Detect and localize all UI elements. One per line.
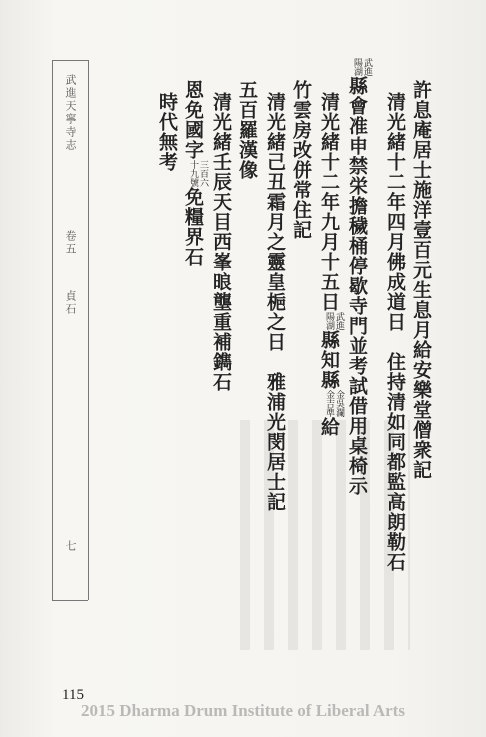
entry-line: 時代無考 xyxy=(156,92,178,172)
margin-rule-right xyxy=(88,60,89,600)
entry-title-with-annotation: 恩免國字三百六 十九號免糧界石 xyxy=(182,80,208,267)
entry-line: 清光緒己丑霜月之靈皇梔之日 雅浦光閔居士記 xyxy=(264,92,286,512)
margin-rule-bottom xyxy=(52,600,88,601)
inline-annotation: 武進 陽湖 xyxy=(352,58,372,76)
watermark: 2015 Dharma Drum Institute of Liberal Arts xyxy=(81,701,405,720)
entry-line-with-annotation: 武進 陽湖縣會准申禁栄擔穢桶停歇寺門並考試借用桌椅示 xyxy=(346,58,372,496)
folio-number: 七 xyxy=(64,540,77,553)
entry-line: 清光緒十二年四月佛成道日 住持清如同都監高朗勒石 xyxy=(384,92,406,572)
entry-title: 竹雲房改併常住記 xyxy=(290,80,312,240)
entry-line-with-annotation: 清光緒十二年九月十五日武進 陽湖縣知縣金吳瀾 金吉準給 xyxy=(318,92,344,437)
inline-annotation: 武進 陽湖 xyxy=(324,312,344,330)
section-label: 貞石 xyxy=(64,290,77,316)
inline-annotation: 三百六 十九號 xyxy=(188,160,208,187)
margin-rule-top xyxy=(52,60,88,61)
volume-label: 卷五 xyxy=(64,230,77,256)
page-number: 115 xyxy=(62,687,84,703)
book-title: 武進天寧寺志 xyxy=(64,74,77,152)
inline-annotation: 金吳瀾 金吉準 xyxy=(324,390,344,417)
margin-rule-left xyxy=(52,60,53,600)
entry-title: 五百羅漢像 xyxy=(236,80,258,180)
entry-line: 清光緒壬辰天目西峯㫰壟重補鐫石 xyxy=(210,92,232,392)
entry-title: 許息庵居士施洋壹百元生息月給安樂堂僧衆記 xyxy=(410,80,432,480)
